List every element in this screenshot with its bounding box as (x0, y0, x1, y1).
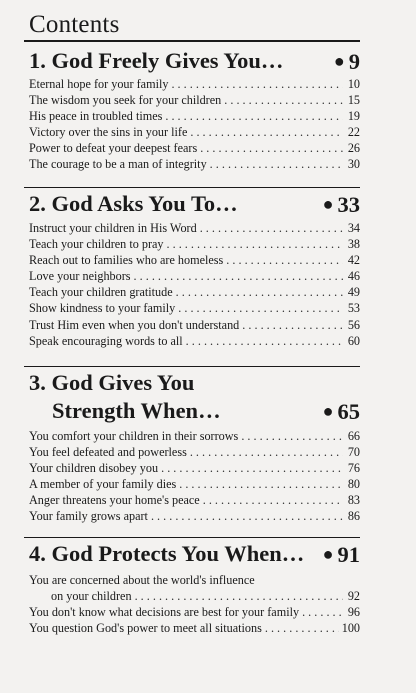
section-divider (24, 537, 360, 538)
toc-entry[interactable]: You feel defeated and powerless . . . 70 (29, 444, 360, 460)
section-1-title: 1. God Freely Gives You… (29, 48, 284, 73)
toc-entry[interactable]: You comfort your children in their sorrows . . . 66 (29, 428, 360, 444)
toc-entry[interactable]: Instruct your children in His Word . . . 34 (29, 220, 360, 236)
toc-entry[interactable]: A member of your family dies . . . 80 (29, 476, 360, 492)
toc-entry[interactable]: You don't know what decisions are best for your family . . . 96 (29, 604, 360, 620)
section-1-entries (29, 76, 360, 173)
section-divider (24, 187, 360, 188)
toc-entry[interactable]: Your children disobey you . . . 76 (29, 460, 360, 476)
section-3-heading (29, 370, 360, 426)
toc-entry[interactable]: Teach your children to pray . . . 38 (29, 236, 360, 252)
toc-entry[interactable]: Trust Him even when you don't understand . . . 56 (29, 317, 360, 333)
toc-entry[interactable]: Teach your children gratitude . . . 49 (29, 284, 360, 300)
toc-entry[interactable]: Show kindness to your family . . . 53 (29, 300, 360, 316)
section-3-page: ● 65 (322, 399, 360, 424)
heading-rule (24, 40, 360, 42)
toc-entry[interactable]: The courage to be a man of integrity . . . 30 (29, 156, 360, 172)
section-3-title-line2: Strength When… (52, 398, 221, 423)
toc-entry[interactable]: Reach out to families who are homeless . . . 42 (29, 252, 360, 268)
section-2-heading (29, 191, 360, 217)
toc-entry[interactable]: His peace in troubled times . . . 19 (29, 108, 360, 124)
toc-entry[interactable]: Eternal hope for your family . . . 10 (29, 76, 360, 92)
section-divider (24, 366, 360, 367)
toc-entry[interactable]: Speak encouraging words to all . . . 60 (29, 333, 360, 349)
section-4-heading (29, 541, 360, 567)
section-4-entries (29, 572, 360, 636)
section-2-page: ● 33 (322, 192, 360, 217)
section-1-heading (29, 48, 360, 74)
section-4-title: 4. God Protects You When… (29, 541, 305, 566)
toc-entry[interactable]: You question God's power to meet all situations . . . 100 (29, 620, 360, 636)
toc-entry[interactable]: Victory over the sins in your life . . . 22 (29, 124, 360, 140)
contents-heading: Contents (29, 11, 120, 38)
section-4-page: ● 91 (322, 542, 360, 567)
toc-entry[interactable]: You are concerned about the world's influence (29, 573, 255, 587)
section-3-title-line1: 3. God Gives You (29, 370, 195, 395)
section-2-title: 2. God Asks You To… (29, 191, 238, 216)
toc-entry[interactable]: Power to defeat your deepest fears . . . 26 (29, 140, 360, 156)
toc-entry[interactable]: Anger threatens your home's peace . . . 83 (29, 492, 360, 508)
toc-entry[interactable]: Your family grows apart . . . 86 (29, 508, 360, 524)
section-2-entries (29, 220, 360, 349)
toc-entry-continuation[interactable]: on your children . . . 92 (29, 588, 360, 604)
toc-entry[interactable]: Love your neighbors . . . 46 (29, 268, 360, 284)
toc-entry[interactable]: The wisdom you seek for your children . . . 15 (29, 92, 360, 108)
section-1-page: ● 9 (333, 49, 360, 74)
section-3-entries (29, 428, 360, 525)
